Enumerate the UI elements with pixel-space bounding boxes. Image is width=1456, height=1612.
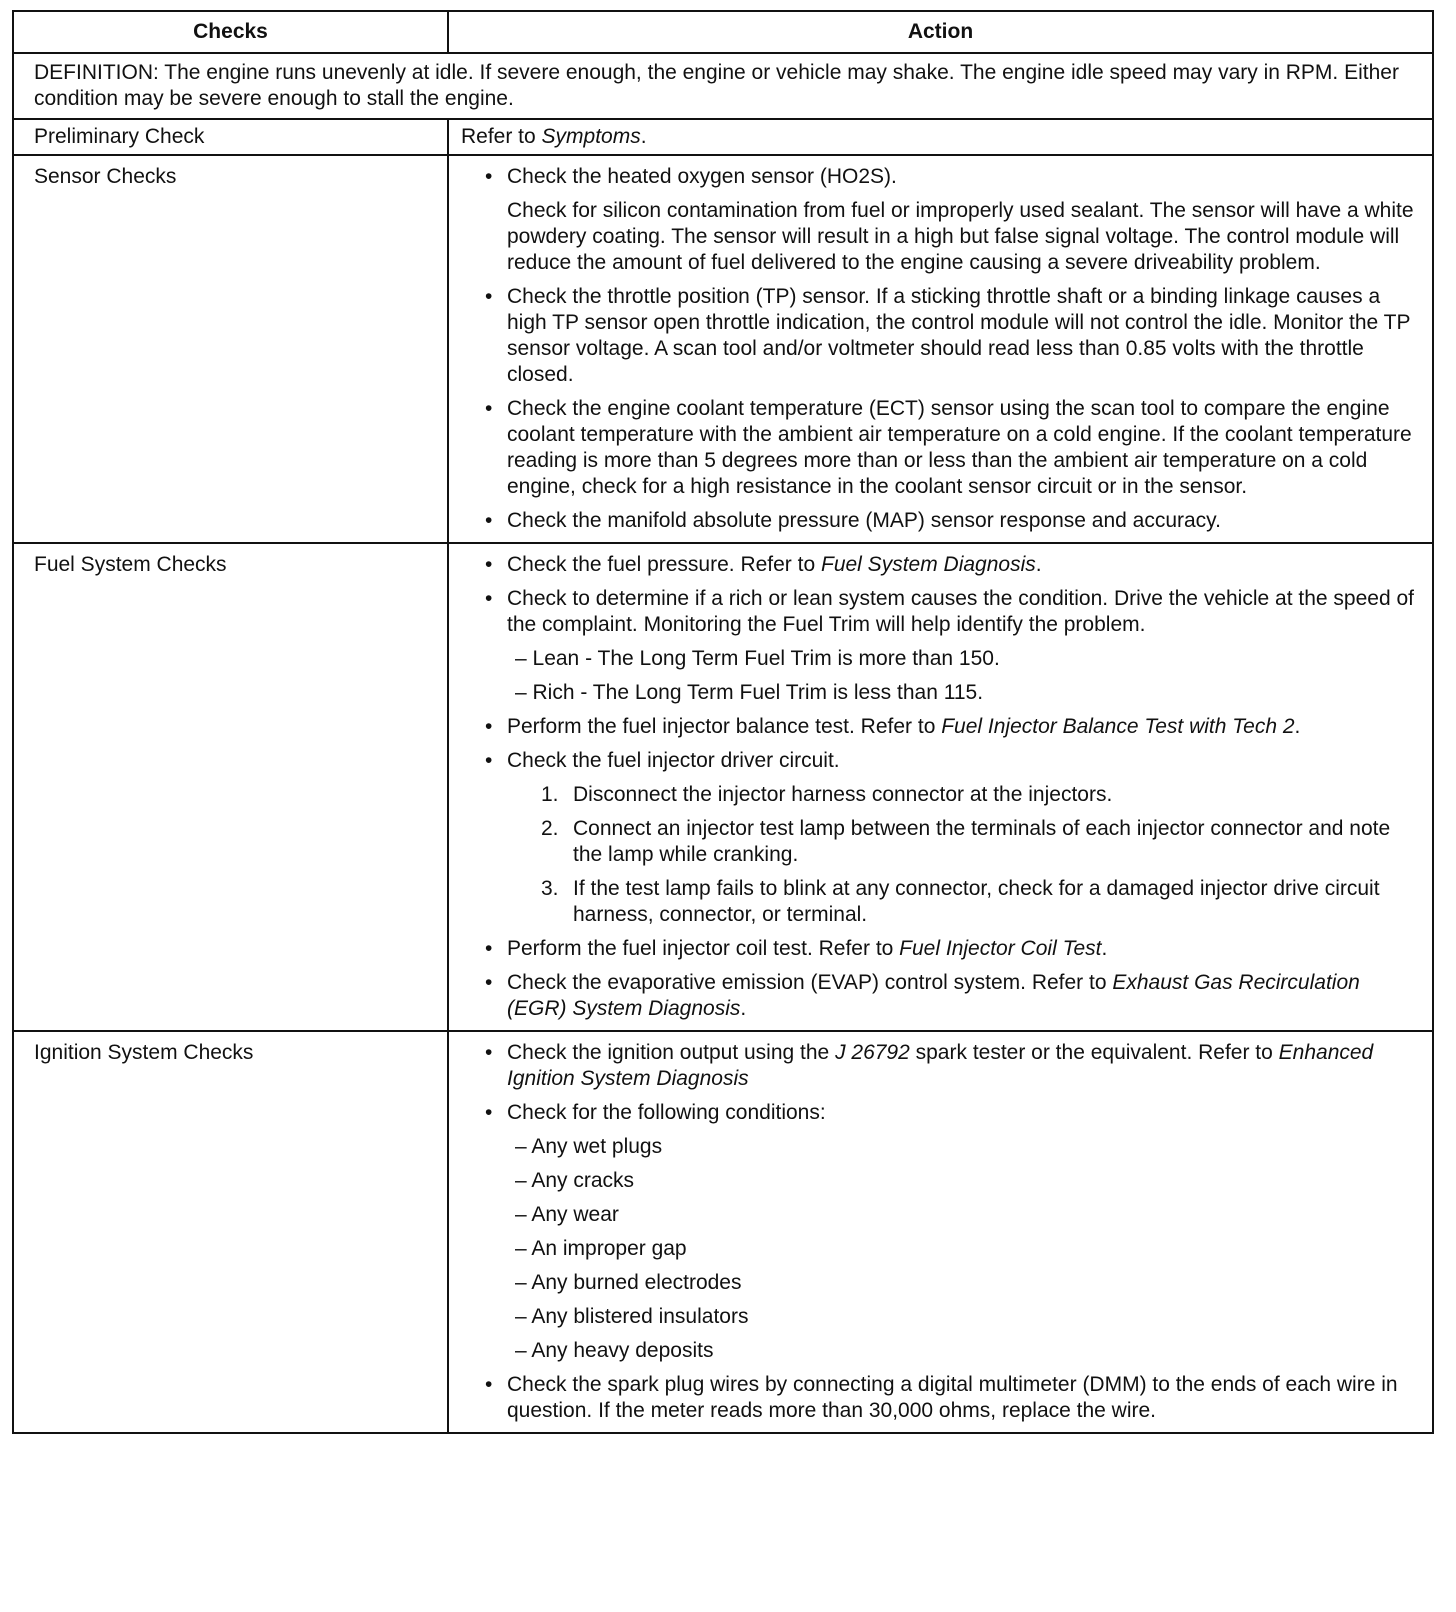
header-row bbox=[13, 11, 1433, 53]
fuel-trim-lean: – Lean - The Long Term Fuel Trim is more than 150. bbox=[515, 647, 1000, 670]
evap-check-text: Check the evaporative emission (EVAP) control system. Refer to bbox=[507, 971, 1113, 994]
list-item bbox=[481, 1372, 1420, 1424]
bullet-marker: • bbox=[485, 397, 493, 420]
definition-text: DEFINITION: The engine runs unevenly at idle. If severe enough, the engine or vehicle may shake. The engine idle speed may vary in RPM. Either condition may be severe enough to stall the engine. bbox=[13, 53, 1433, 119]
bullet-marker: • bbox=[485, 1101, 493, 1124]
sensor-checks-actions bbox=[448, 155, 1433, 543]
fuel-trim-rich: – Rich - The Long Term Fuel Trim is less than 115. bbox=[515, 681, 984, 704]
symptoms-reference: Symptoms bbox=[541, 125, 641, 148]
bullet-marker: • bbox=[485, 553, 493, 576]
ignition-output-text: Check the ignition output using the bbox=[507, 1041, 836, 1064]
list-item bbox=[481, 586, 1420, 706]
action-column-header: Action bbox=[448, 11, 1433, 53]
sensor-tp-check: Check the throttle position (TP) sensor. If a sticking throttle shaft or a binding linkage causes a high TP sensor open throttle indication, the control module will not control the idle. Monitor the TP sensor voltage. A scan tool and/or voltmeter should read less than 0.85 volts with the throttle closed. bbox=[507, 285, 1411, 386]
egr-diagnosis-reference: Exhaust Gas Recirculation (EGR) System Diagnosis bbox=[507, 971, 1360, 1020]
condition-item: – Any wear bbox=[515, 1203, 619, 1226]
coil-test-text: Perform the fuel injector coil test. Refer to bbox=[507, 937, 900, 960]
fuel-bullet-list bbox=[461, 552, 1420, 1022]
list-item bbox=[481, 164, 1420, 276]
step-number: 2. bbox=[541, 817, 559, 840]
sensor-ect-check: Check the engine coolant temperature (ECT) sensor using the scan tool to compare the engine coolant temperature with the ambient air temperature on a cold engine. If the coolant temperature reading is more than 5 degrees more than or less than the ambient air temperature on a cold engine, check for a high resistance in the coolant sensor circuit or in the sensor. bbox=[507, 397, 1412, 498]
fuel-trim-list bbox=[507, 646, 1420, 706]
balance-test-end: . bbox=[1294, 715, 1301, 738]
balance-test-reference: Fuel Injector Balance Test with Tech 2 bbox=[941, 715, 1295, 738]
condition-item: – Any cracks bbox=[515, 1169, 635, 1192]
condition-item: – An improper gap bbox=[515, 1237, 687, 1260]
step-item bbox=[541, 876, 1420, 928]
preliminary-action-suffix: . bbox=[640, 125, 647, 148]
list-item bbox=[481, 508, 1420, 534]
step-item bbox=[541, 782, 1420, 808]
injector-driver-check: Check the fuel injector driver circuit. bbox=[507, 749, 840, 772]
list-item bbox=[481, 936, 1420, 962]
fuel-pressure-end: . bbox=[1035, 553, 1042, 576]
coil-test-end: . bbox=[1101, 937, 1108, 960]
step-text: Connect an injector test lamp between the terminals of each injector connector and note the lamp while cranking. bbox=[573, 817, 1391, 866]
step-text: If the test lamp fails to blink at any connector, check for a damaged injector drive circuit harness, connector, or terminal. bbox=[573, 877, 1380, 926]
preliminary-row bbox=[13, 119, 1433, 155]
bullet-marker: • bbox=[485, 937, 493, 960]
bullet-marker: • bbox=[485, 971, 493, 994]
condition-item: – Any wet plugs bbox=[515, 1135, 663, 1158]
bullet-marker: • bbox=[485, 587, 493, 610]
fuel-system-checks-row bbox=[13, 543, 1433, 1031]
sensor-checks-row bbox=[13, 155, 1433, 543]
fuel-system-checks-actions bbox=[448, 543, 1433, 1031]
definition-row bbox=[13, 53, 1433, 119]
condition-item: – Any blistered insulators bbox=[515, 1305, 749, 1328]
condition-item: – Any burned electrodes bbox=[515, 1271, 742, 1294]
bullet-marker: • bbox=[485, 285, 493, 308]
coil-test-reference: Fuel Injector Coil Test bbox=[899, 937, 1102, 960]
condition-item: – Any heavy deposits bbox=[515, 1339, 714, 1362]
spark-tester-tool: J 26792 bbox=[835, 1041, 910, 1064]
balance-test-text: Perform the fuel injector balance test. Refer to bbox=[507, 715, 942, 738]
list-item bbox=[481, 714, 1420, 740]
bullet-marker: • bbox=[485, 509, 493, 532]
bullet-marker: • bbox=[485, 1041, 493, 1064]
ignition-output-mid: spark tester or the equivalent. Refer to bbox=[909, 1041, 1279, 1064]
bullet-marker: • bbox=[485, 749, 493, 772]
bullet-marker: • bbox=[485, 715, 493, 738]
list-item bbox=[481, 396, 1420, 500]
list-item bbox=[481, 748, 1420, 928]
checks-column-header: Checks bbox=[13, 11, 448, 53]
rich-lean-check: Check to determine if a rich or lean system causes the condition. Drive the vehicle at the speed of the complaint. Monitoring the Fuel Trim will help identify the problem. bbox=[507, 587, 1414, 636]
ignition-system-checks-actions bbox=[448, 1031, 1433, 1433]
bullet-marker: • bbox=[485, 165, 493, 188]
evap-check-end: . bbox=[740, 997, 747, 1020]
ignition-system-checks-label: Ignition System Checks bbox=[13, 1031, 448, 1433]
fuel-system-diagnosis-reference: Fuel System Diagnosis bbox=[821, 553, 1036, 576]
enhanced-ignition-reference: Enhanced Ignition System Diagnosis bbox=[507, 1041, 1374, 1090]
diagnostic-table bbox=[12, 10, 1434, 1434]
fuel-system-checks-label: Fuel System Checks bbox=[13, 543, 448, 1031]
sensor-checks-label: Sensor Checks bbox=[13, 155, 448, 543]
sensor-bullet-list bbox=[461, 164, 1420, 534]
plug-conditions-list bbox=[507, 1134, 1420, 1364]
step-number: 3. bbox=[541, 877, 559, 900]
preliminary-action-prefix: Refer to bbox=[461, 125, 542, 148]
preliminary-action bbox=[448, 119, 1433, 155]
silicon-contamination-note: Check for silicon contamination from fuel or improperly used sealant. The sensor will have a white powdery coating. The sensor will result in a high but false signal voltage. The control module will reduce the amount of fuel delivered to the engine causing a severe driveability problem. bbox=[507, 199, 1414, 274]
list-item bbox=[481, 1040, 1420, 1092]
step-number: 1. bbox=[541, 783, 559, 806]
fuel-pressure-text: Check the fuel pressure. Refer to bbox=[507, 553, 821, 576]
list-item bbox=[481, 552, 1420, 578]
list-item bbox=[481, 284, 1420, 388]
injector-steps-list bbox=[507, 782, 1420, 928]
sensor-map-check: Check the manifold absolute pressure (MAP) sensor response and accuracy. bbox=[507, 509, 1221, 532]
list-item bbox=[481, 970, 1420, 1022]
sensor-hO2s-check: Check the heated oxygen sensor (HO2S). bbox=[507, 165, 897, 188]
ignition-bullet-list bbox=[461, 1040, 1420, 1424]
spark-plug-wires-check: Check the spark plug wires by connecting a digital multimeter (DMM) to the ends of each wire in question. If the meter reads more than 30,000 ohms, replace the wire. bbox=[507, 1373, 1398, 1422]
preliminary-check-label: Preliminary Check bbox=[13, 119, 448, 155]
bullet-marker: • bbox=[485, 1373, 493, 1396]
list-item bbox=[481, 1100, 1420, 1364]
step-text: Disconnect the injector harness connector at the injectors. bbox=[573, 783, 1113, 806]
step-item bbox=[541, 816, 1420, 868]
ignition-system-checks-row bbox=[13, 1031, 1433, 1433]
conditions-intro: Check for the following conditions: bbox=[507, 1101, 826, 1124]
